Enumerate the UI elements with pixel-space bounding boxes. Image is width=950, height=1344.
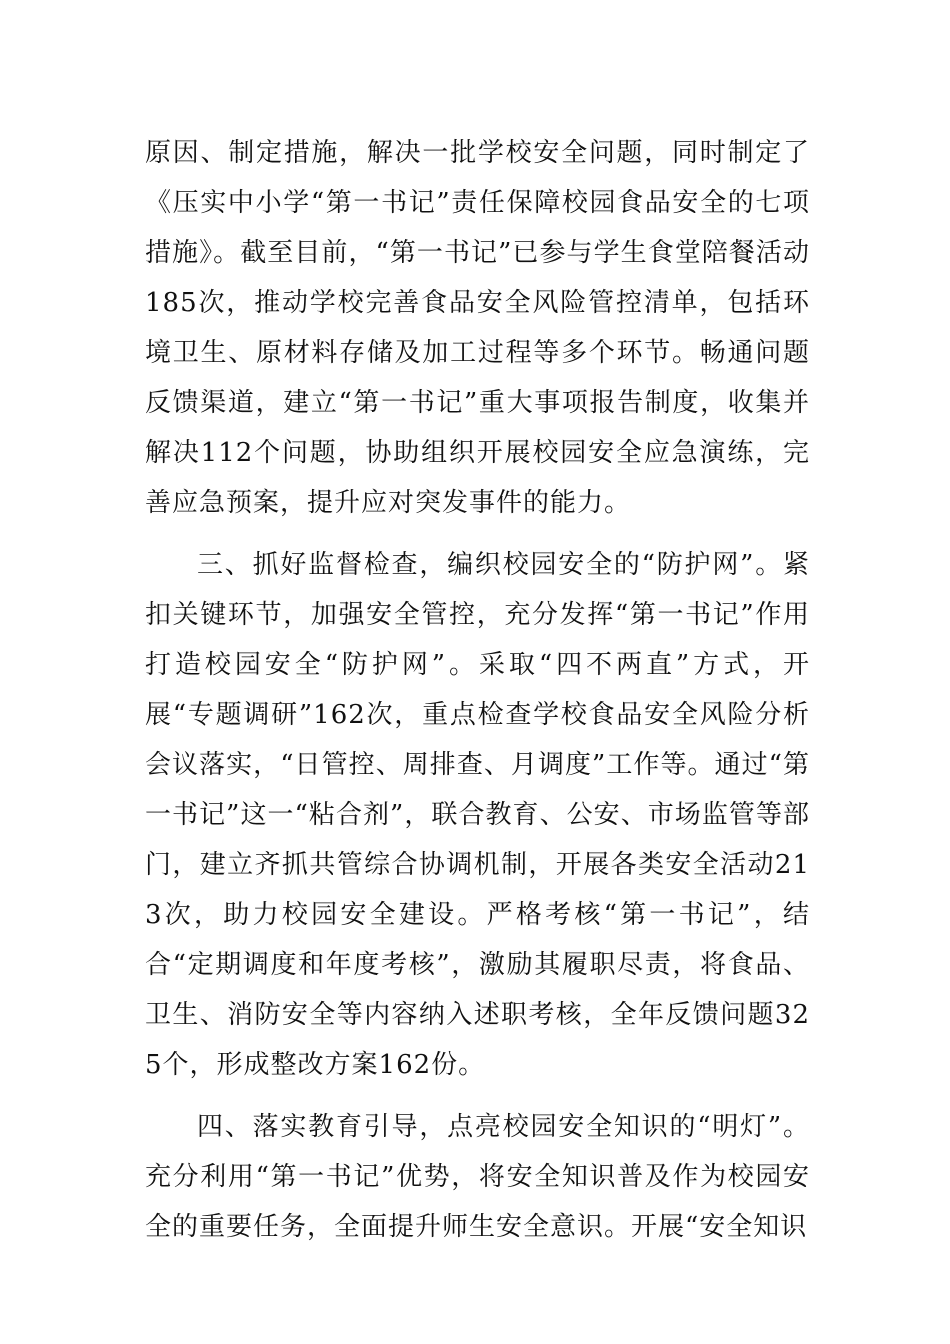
document-body [145, 128, 810, 1252]
paragraph-continuation: 原因、制定措施，解决一批学校安全问题，同时制定了《压实中小学“第一书记”责任保障校园食品安全的七项措施》。截至目前，“第一书记”已参与学生食堂陪餐活动185次，推动学校完善食品安全风险管控清单，包括环境卫生、原材料存储及加工过程等多个环节。畅通问题反馈渠道，建立“第一书记”重大事项报告制度，收集并解决112个问题，协助组织开展校园安全应急演练，完善应急预案，提升应对突发事件的能力。 [145, 138, 810, 518]
paragraph-section-4: 四、落实教育引导，点亮校园安全知识的“明灯”。充分利用“第一书记”优势，将安全知识普及作为校园安全的重要任务，全面提升师生安全意识。开展“安全知识 [145, 1112, 810, 1242]
paragraph-section-3: 三、抓好监督检查，编织校园安全的“防护网”。紧扣关键环节，加强安全管控，充分发挥“第一书记”作用打造校园安全“防护网”。采取“四不两直”方式，开展“专题调研”162次，重点检查学校食品安全风险分析会议落实，“日管控、周排查、月调度”工作等。通过“第一书记”这一“粘合剂”，联合教育、公安、市场监管等部门，建立齐抓共管综合协调机制，开展各类安全活动213次，助力校园安全建设。严格考核“第一书记”，结合“定期调度和年度考核”，激励其履职尽责，将食品、卫生、消防安全等内容纳入述职考核，全年反馈问题325个，形成整改方案162份。 [145, 550, 810, 1080]
